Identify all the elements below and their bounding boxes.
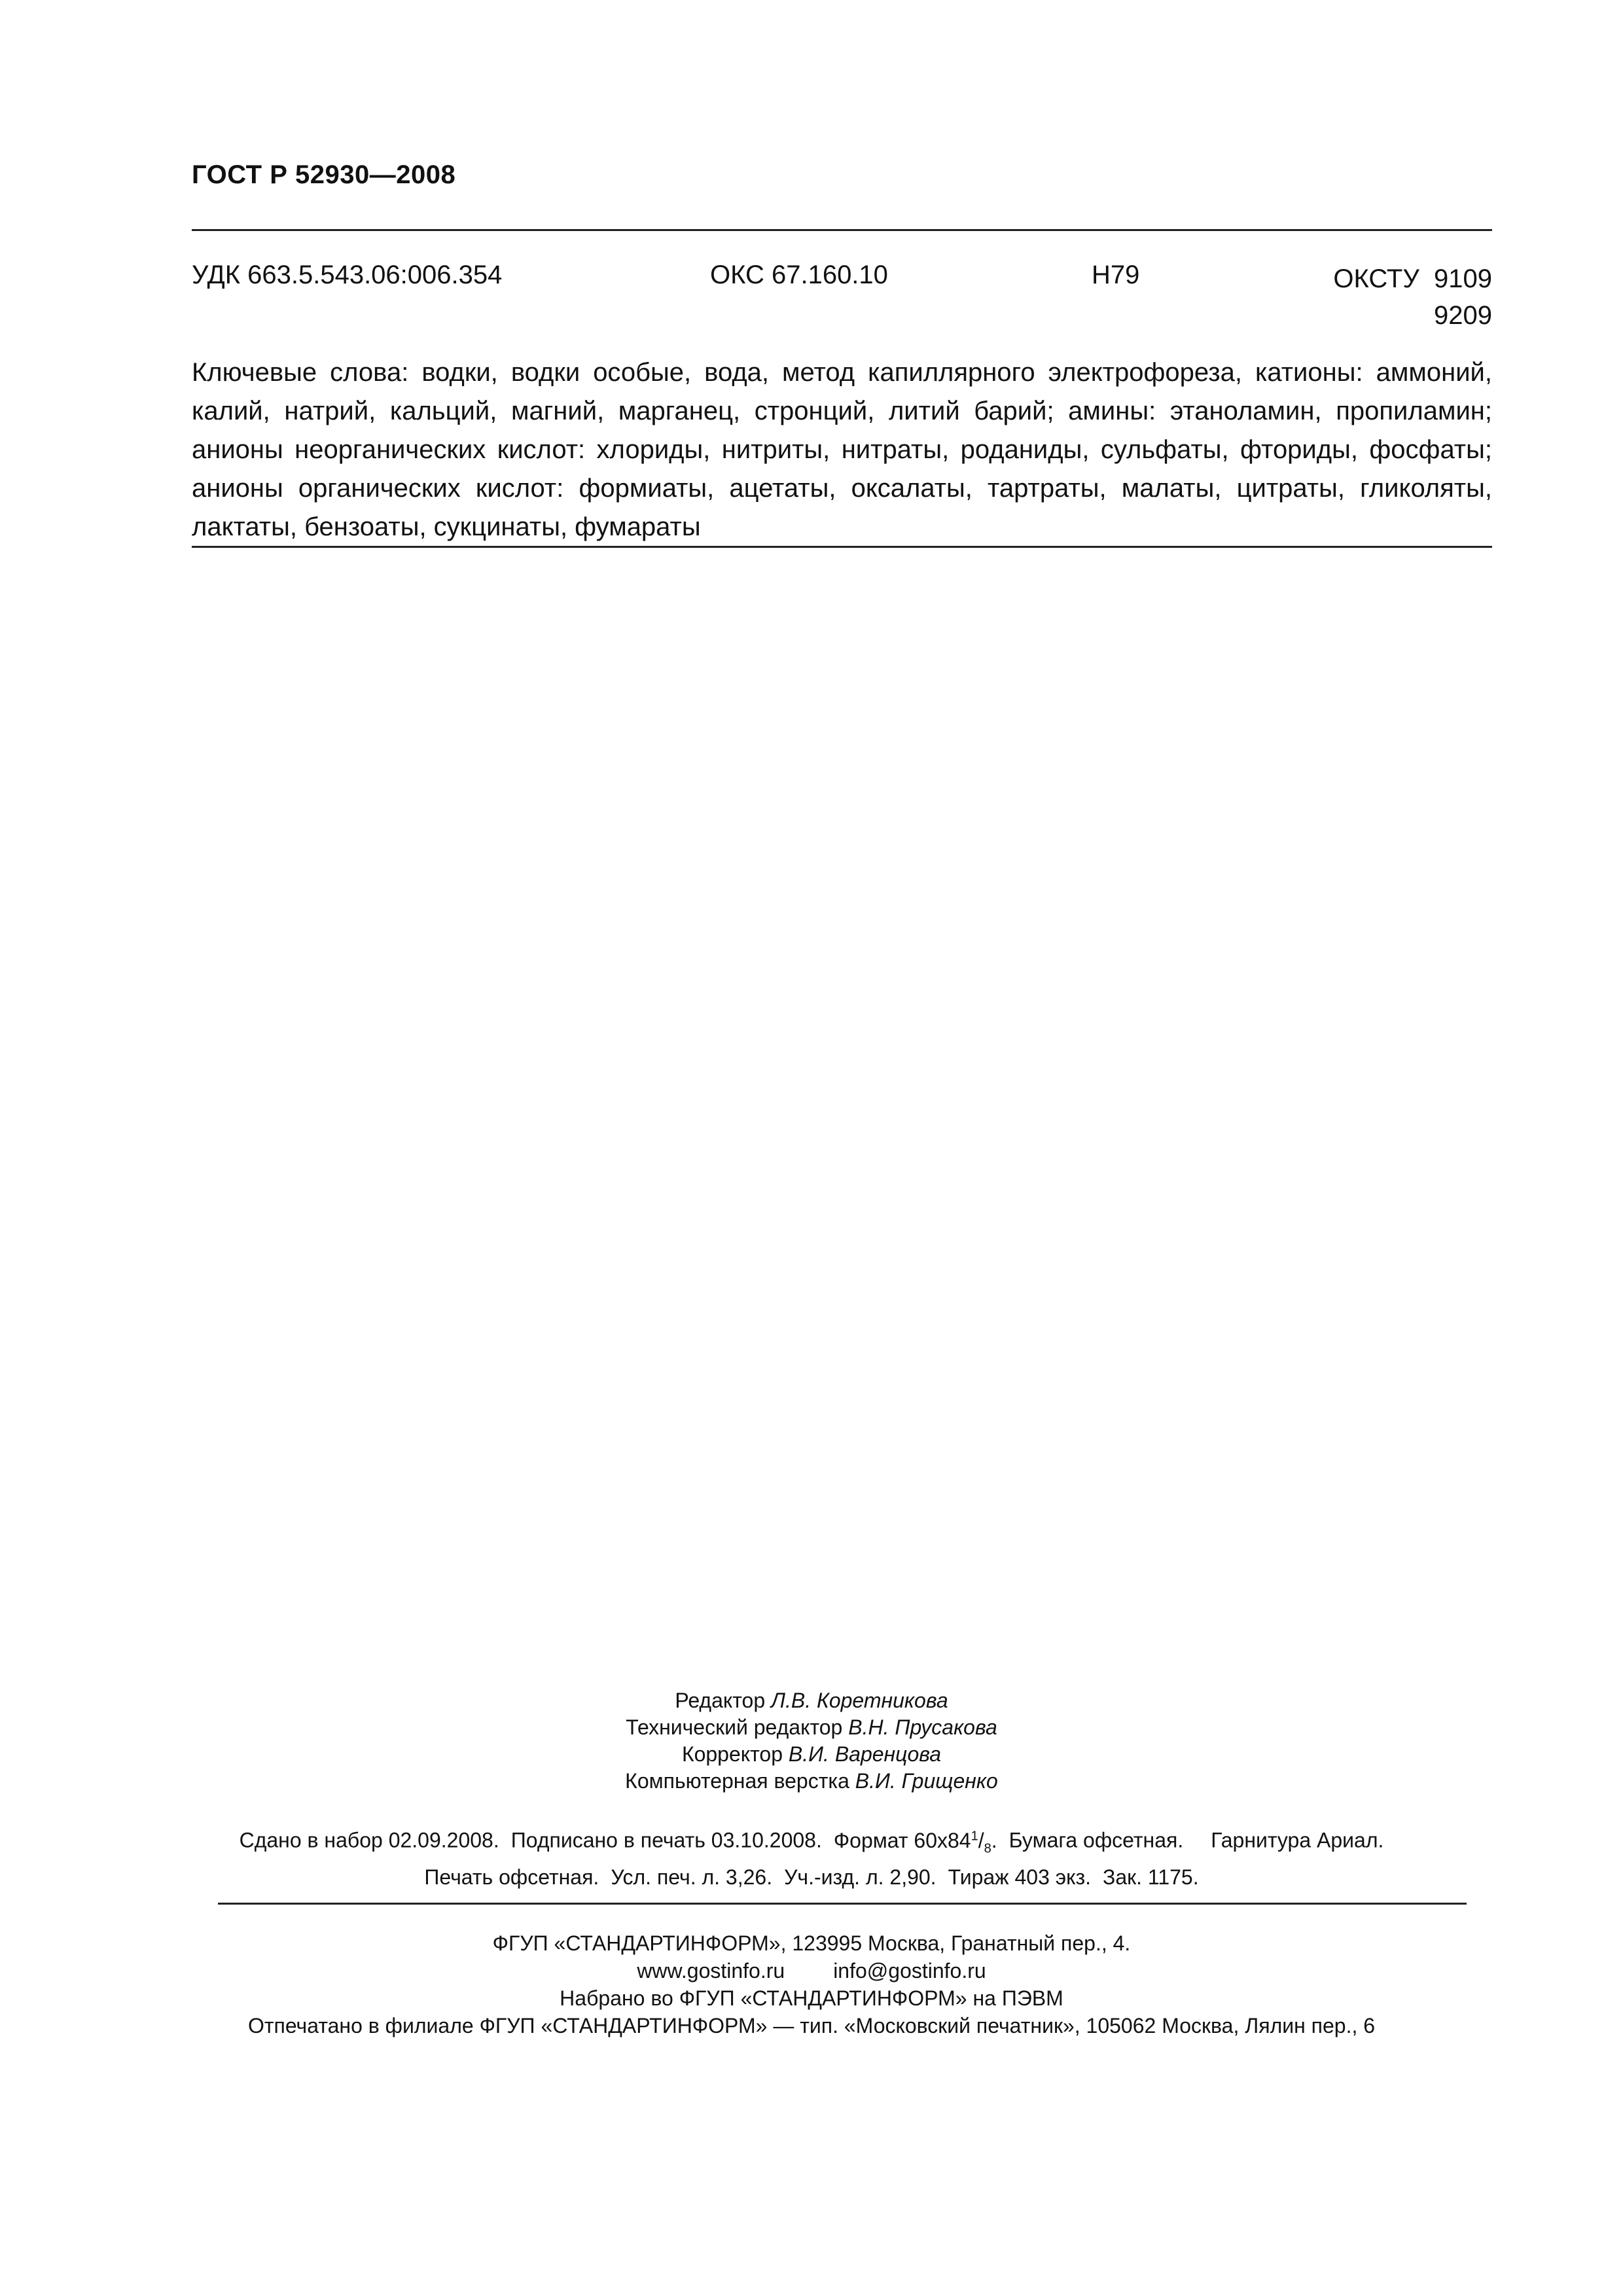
format-numerator: 1 <box>971 1829 978 1843</box>
format-denominator: 8 <box>984 1841 991 1856</box>
okstu-label: ОКСТУ <box>1333 264 1419 293</box>
credit-line <box>0 1714 1623 1741</box>
imprint-divider <box>218 1903 1467 1905</box>
credit-name: В.И. Грищенко <box>855 1769 998 1793</box>
oks-code: ОКС 67.160.10 <box>710 260 888 289</box>
okstu-code: 9209 <box>1434 301 1492 330</box>
paper-type: Бумага офсетная. <box>1008 1828 1184 1852</box>
credit-role: Корректор <box>681 1742 783 1766</box>
publisher-address: ФГУП «СТАНДАРТИНФОРМ», 123995 Москва, Гранатный пер., 4. <box>492 1931 1131 1955</box>
format: Формат $60х84^1/_8$. <box>833 1828 997 1856</box>
udk-code: УДК 663.5.543.06:006.354 <box>192 260 503 289</box>
typeset-note: Набрано во ФГУП «СТАНДАРТИНФОРМ» на ПЭВМ <box>560 1986 1063 2010</box>
signed-date: Подписано в печать 03.10.2008. <box>510 1828 822 1852</box>
submitted-date: Сдано в набор 02.09.2008. <box>239 1828 499 1852</box>
okstu-block <box>1333 260 1492 334</box>
edition-sheets: Уч.-изд. л. 2,90. <box>784 1865 936 1890</box>
printed-note: Отпечатано в филиале ФГУП «СТАНДАРТИНФОРМ» — тип. «Московский печатник», 105062 Москва, Лялин пер., 6 <box>247 2014 1376 2037</box>
publisher-email: info@gostinfo.ru <box>833 1959 986 1982</box>
publisher-website: www.gostinfo.ru <box>637 1959 785 1982</box>
publisher-info <box>0 1929 1623 2039</box>
printing-type: Печать офсетная. <box>424 1865 599 1890</box>
credit-name: Л.В. Коретникова <box>771 1689 948 1712</box>
group-code: Н79 <box>1092 260 1140 289</box>
keywords-paragraph: Ключевые слова: водки, водки особые, вода, метод капиллярного электрофореза, катионы: аммоний, калий, натрий, кальций, магний, марганец, стронций, литий барий; амины: этаноламин, пропиламин; анионы неорганических кислот: хлориды, нитриты, нитраты, роданиды, сульфаты, фториды, фосфаты; анионы органических кислот: формиаты, ацетаты, оксалаты, тартраты, малаты, цитраты, гликоляты, лактаты, бензоаты, сукцинаты, фумараты <box>192 358 1492 541</box>
credit-role: Технический редактор <box>626 1715 843 1739</box>
order-number: Зак. 1175. <box>1103 1865 1199 1890</box>
credit-name: В.Н. Прусакова <box>848 1715 997 1739</box>
keywords-divider <box>192 546 1492 548</box>
credit-line <box>0 1687 1623 1714</box>
okstu-row-1 <box>1333 260 1492 297</box>
print-line <box>0 1821 1623 1863</box>
editorial-credits <box>0 1687 1623 1795</box>
credit-line <box>0 1768 1623 1795</box>
publisher-contacts <box>0 1957 1623 1984</box>
credit-name: В.И. Варенцова <box>788 1742 942 1766</box>
credit-line <box>0 1741 1623 1768</box>
print-line <box>0 1863 1623 1892</box>
credit-role: Компьютерная верстка <box>625 1769 849 1793</box>
document-header: ГОСТ Р 52930—2008 <box>192 160 456 189</box>
circulation: Тираж 403 экз. <box>948 1865 1091 1890</box>
header-divider <box>192 229 1492 231</box>
printed-sheets: Усл. печ. л. 3,26. <box>611 1865 773 1890</box>
print-details <box>0 1821 1623 1892</box>
okstu-code: 9109 <box>1434 264 1492 293</box>
format-prefix: Формат 60х84 <box>833 1828 971 1852</box>
typeface: Гарнитура Ариал. <box>1211 1828 1384 1852</box>
credit-role: Редактор <box>675 1689 766 1712</box>
